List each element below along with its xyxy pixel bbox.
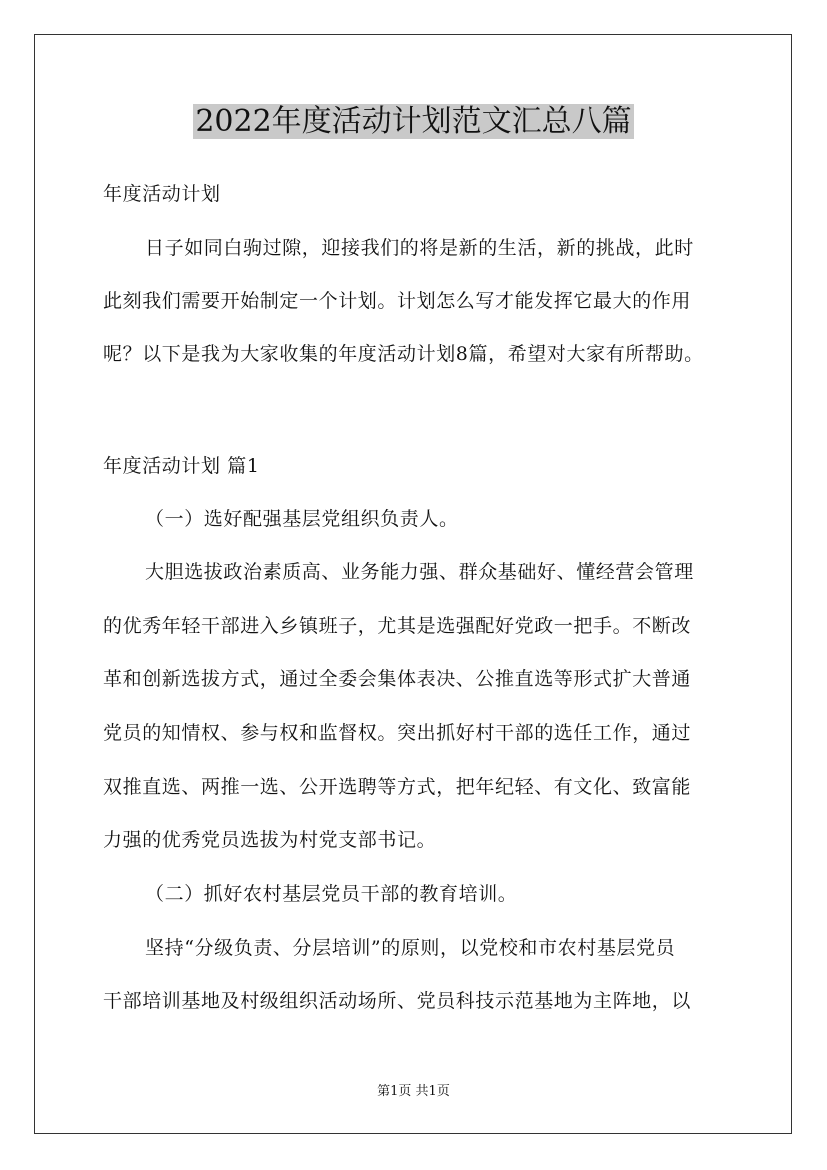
subheading-2: （二）抓好农村基层党员干部的教育培训。 xyxy=(145,883,518,905)
intro-line-1: 日子如同白驹过隙，迎接我们的将是新的生活，新的挑战，此时 xyxy=(145,237,694,259)
intro-line-3: 呢？以下是我为大家收集的年度活动计划8篇，希望对大家有所帮助。 xyxy=(103,343,704,365)
section-label: 年度活动计划 xyxy=(103,183,221,205)
body-line-2: 的优秀年轻干部进入乡镇班子，尤其是选强配好党政一把手。不断改 xyxy=(103,615,692,637)
body-line-5: 双推直选、两推一选、公开选聘等方式，把年纪轻、有文化、致富能 xyxy=(103,776,692,798)
section-heading: 年度活动计划 篇1 xyxy=(103,455,260,477)
body-line-8: 干部培训基地及村级组织活动场所、党员科技示范基地为主阵地，以 xyxy=(103,990,692,1012)
intro-line-2: 此刻我们需要开始制定一个计划。计划怎么写才能发挥它最大的作用 xyxy=(103,290,692,312)
document-title: 2022年度活动计划范文汇总八篇 xyxy=(195,104,632,139)
body-line-1: 大胆选拔政治素质高、业务能力强、群众基础好、懂经营会管理 xyxy=(145,561,694,583)
body-line-6: 力强的优秀党员选拔为村党支部书记。 xyxy=(103,829,437,851)
body-line-3: 革和创新选拔方式，通过全委会集体表决、公推直选等形式扩大普通 xyxy=(103,668,692,690)
body-line-7: 坚持“分级负责、分层培训”的原则，以党校和市农村基层党员 xyxy=(145,937,676,959)
subheading-1: （一）选好配强基层党组织负责人。 xyxy=(145,508,459,530)
page-footer: 第1页 共1页 xyxy=(377,1084,450,1099)
body-line-4: 党员的知情权、参与权和监督权。突出抓好村干部的选任工作，通过 xyxy=(103,722,692,744)
